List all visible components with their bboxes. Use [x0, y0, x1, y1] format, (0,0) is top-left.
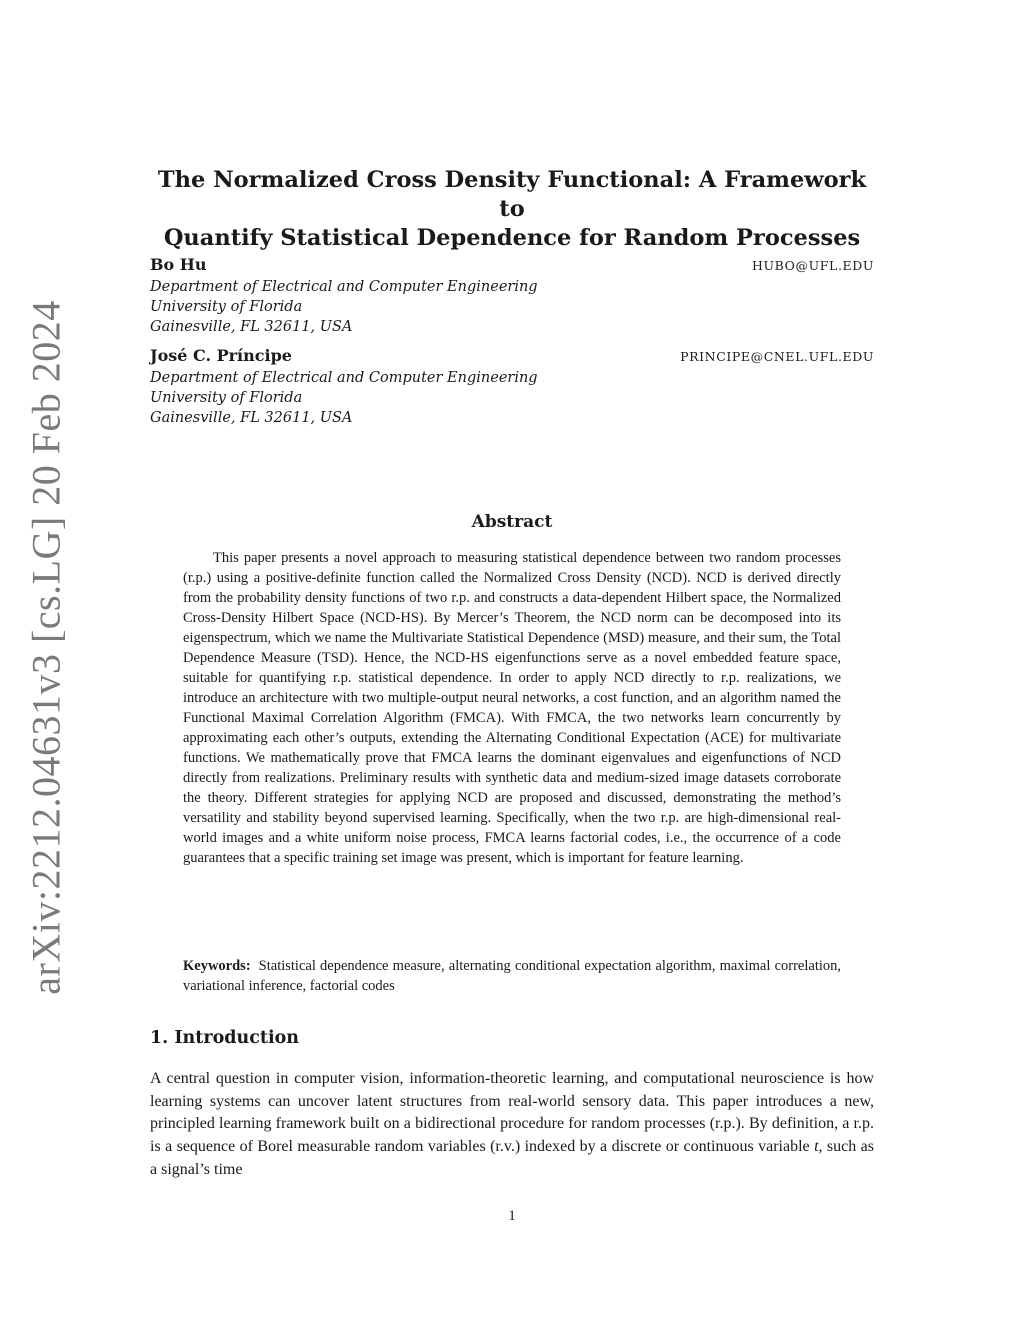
intro-text-part-1: A central question in computer vision, information-theoretic learning, and computational neuroscience is how learning systems can uncover latent structures from real-world sensory data. This paper introduces a new, principled learning framework built on a bidirectional procedure for random processes (r.p.). By definition, a r.p. is a sequence of Borel measurable random variables (r.v.) indexed by a discrete or continuous variable [150, 1070, 874, 1156]
author-name: Bo Hu [150, 255, 207, 274]
section-heading-introduction: 1. Introduction [150, 1028, 299, 1048]
author-department: Department of Electrical and Computer Engineering [150, 279, 538, 295]
intro-text-part-2: , such as a signal’s time [150, 1138, 875, 1178]
author-location: Gainesville, FL 32611, USA [150, 410, 353, 426]
keywords-paragraph [183, 956, 841, 996]
author-location: Gainesville, FL 32611, USA [150, 319, 353, 335]
author-university: University of Florida [150, 299, 303, 315]
page-number: 1 [508, 1208, 516, 1224]
author-email[interactable]: PRINCIPE@CNEL.UFL.EDU [680, 349, 874, 364]
arxiv-identifier-stamp [20, 300, 72, 995]
intro-math-variable: t [814, 1138, 819, 1156]
author-department: Department of Electrical and Computer Engineering [150, 370, 538, 386]
title-line-1: The Normalized Cross Density Functional: A Framework to [157, 167, 867, 222]
author-block-1 [150, 255, 874, 337]
author-name: José C. Príncipe [150, 346, 292, 365]
arxiv-id-text: arXiv:2212.04631v3 [cs.LG] 20 Feb 2024 [23, 300, 69, 995]
paper-title [150, 166, 874, 253]
keywords-label: Keywords: [183, 958, 251, 974]
abstract-heading: Abstract [471, 512, 553, 532]
keywords-text: Statistical dependence measure, alternating conditional expectation algorithm, maximal correlation, variational inference, factorial codes [183, 958, 841, 994]
author-block-2 [150, 346, 874, 428]
introduction-paragraph [150, 1068, 874, 1182]
author-university: University of Florida [150, 390, 303, 406]
abstract-text: This paper presents a novel approach to measuring statistical dependence between two random processes (r.p.) using a positive-definite function called the Normalized Cross Density (NCD). NCD is derived directly from the probability density functions of two r.p. and constructs a data-dependent Hilbert space, the Normalized Cross-Density Hilbert Space (NCD-HS). By Mercer’s Theorem, the NCD norm can be decomposed into its eigenspectrum, which we name the Multivariate Statistical Dependence (MSD) measure, and their sum, the Total Dependence Measure (TSD). Hence, the NCD-HS eigenfunctions serve as a novel embedded feature space, suitable for quantifying r.p. statistical dependence. In order to apply NCD directly to r.p. realizations, we introduce an architecture with two multiple-output neural networks, a cost function, and an algorithm named the Functional Maximal Correlation Algorithm (FMCA). With FMCA, the two networks learn concurrently by approximating each other’s outputs, extending the Alternating Conditional Expectation (ACE) for multivariate functions. We mathematically prove that FMCA learns the dominant eigenvalues and eigenfunctions of NCD directly from realizations. Preliminary results with synthetic data and medium-sized image datasets corroborate the theory. Different strategies for applying NCD are proposed and discussed, demonstrating the method’s versatility and stability beyond supervised learning. Specifically, when the two r.p. are high-dimensional real-world images and a white uniform noise process, FMCA learns factorial codes, i.e., the occurrence of a code guarantees that a specific training set image was present, which is important for feature learning. [183, 550, 841, 866]
author-email[interactable]: HUBO@UFL.EDU [752, 258, 874, 273]
title-line-2: Quantify Statistical Dependence for Random Processes [163, 225, 861, 251]
